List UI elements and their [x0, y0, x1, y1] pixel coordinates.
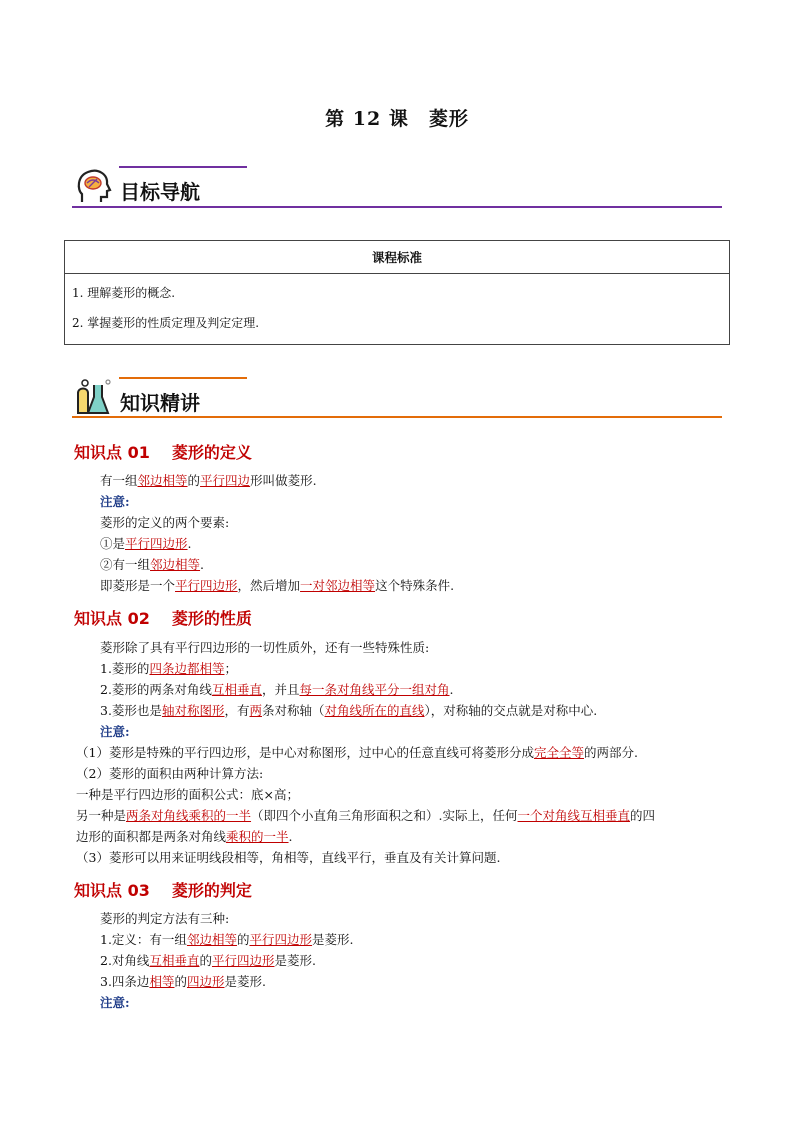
- kp1-line-3: ①是平行四边形.: [100, 536, 192, 551]
- key-term: 一个对角线互相垂直: [517, 808, 631, 823]
- key-term: 轴对称图形: [161, 703, 225, 718]
- section-rule-nav: [72, 206, 722, 208]
- kp2-line-10: （3）菱形可以用来证明线段相等，角相等，直线平行，垂直及有关计算问题.: [76, 850, 501, 865]
- key-term: 四边形: [186, 974, 225, 989]
- key-term: 邻边相等: [186, 932, 237, 947]
- key-term: 平行四边形: [249, 932, 312, 947]
- kp2-line-4: 3.菱形也是轴对称图形，有两条对称轴（对角线所在的直线），对称轴的交点就是对称中心.: [100, 703, 598, 718]
- kp2-line-7: 一种是平行四边形的面积公式：底×高；: [76, 787, 299, 802]
- standards-table: [64, 240, 730, 345]
- kp1-line-5: 即菱形是一个平行四边形，然后增加一对邻边相等这个特殊条件.: [100, 578, 455, 593]
- kp2-line-3: 2.菱形的两条对角线互相垂直，并且每一条对角线平分一组对角.: [100, 682, 454, 697]
- key-term: 四条边都相等: [149, 661, 225, 676]
- section-topline: [119, 166, 247, 168]
- standards-item: 2. 掌握菱形的性质定理及判定定理.: [72, 316, 260, 330]
- head-brain-icon: [74, 166, 114, 206]
- lab-flask-icon: [74, 377, 114, 417]
- kp-number: 知识点 02: [74, 609, 150, 628]
- section-label: 目标导航: [120, 180, 200, 204]
- kp-number: 知识点 03: [74, 881, 150, 900]
- kp-name: 菱形的定义: [171, 443, 252, 462]
- key-term: 邻边相等: [137, 473, 188, 488]
- kp2-line-1: 菱形除了具有平行四边形的一切性质外，还有一些特殊性质:: [100, 640, 430, 655]
- kp1-line-2: 菱形的定义的两个要素:: [100, 515, 230, 530]
- standards-items: [65, 274, 730, 345]
- key-term: 两条对角线乘积的一半: [126, 808, 252, 823]
- key-term: 互相垂直: [211, 682, 262, 697]
- key-term: 两: [249, 703, 262, 718]
- note-label: 注意:: [100, 724, 130, 739]
- knowledge-point-02-title: [74, 606, 252, 629]
- kp3-line-1: 菱形的判定方法有三种:: [100, 911, 230, 926]
- knowledge-point-01-title: [74, 440, 252, 463]
- kp1-line-4: ②有一组邻边相等.: [100, 557, 205, 572]
- standards-item: 1. 理解菱形的概念.: [72, 286, 176, 300]
- note-label: 注意:: [100, 995, 130, 1010]
- key-term: 对角线所在的直线: [324, 703, 425, 718]
- key-term: 一对邻边相等: [300, 578, 376, 593]
- kp3-line-4: 3.四条边相等的四边形是菱形.: [100, 974, 266, 989]
- key-term: 平行四边形: [211, 953, 275, 968]
- note-label: 注意:: [100, 494, 130, 509]
- kp-name: 菱形的性质: [171, 609, 252, 628]
- kp2-line-5: （1）菱形是特殊的平行四边形，是中心对称图形，过中心的任意直线可将菱形分成完全全等的两部分.: [76, 745, 638, 760]
- section-label: 知识精讲: [120, 391, 200, 415]
- kp3-line-2: 1.定义：有一组邻边相等的平行四边形是菱形.: [100, 932, 354, 947]
- kp2-line-6: （2）菱形的面积由两种计算方法:: [76, 766, 264, 781]
- key-term: 乘积的一半: [226, 829, 289, 844]
- kp2-line-9: 边形的面积都是两条对角线乘积的一半.: [76, 829, 293, 844]
- key-term: 每一条对角线平分一组对角: [299, 682, 450, 697]
- key-term: 邻边相等: [150, 557, 201, 572]
- key-term: 平行四边形: [125, 536, 188, 551]
- knowledge-point-03-title: [74, 878, 252, 901]
- standards-header: 课程标准: [65, 241, 730, 274]
- section-rule-knowledge: [72, 416, 722, 418]
- key-term: 互相垂直: [149, 953, 200, 968]
- kp-number: 知识点 01: [74, 443, 150, 462]
- kp2-line-8: 另一种是两条对角线乘积的一半（即四个小直角三角形面积之和）.实际上，任何一个对角线互相垂直的四: [76, 808, 656, 823]
- kp1-line-1: 有一组邻边相等的平行四边形叫做菱形.: [100, 473, 317, 488]
- key-term: 平行四边形: [175, 578, 238, 593]
- key-term: 完全全等: [533, 745, 584, 760]
- key-term: 平行四边: [200, 473, 251, 488]
- kp-name: 菱形的判定: [171, 881, 252, 900]
- section-topline: [119, 377, 247, 379]
- page-title: 第 12 课 菱形: [325, 108, 469, 130]
- key-term: 相等: [149, 974, 175, 989]
- kp3-line-3: 2.对角线互相垂直的平行四边形是菱形.: [100, 953, 316, 968]
- kp2-line-2: 1.菱形的四条边都相等；: [100, 661, 237, 676]
